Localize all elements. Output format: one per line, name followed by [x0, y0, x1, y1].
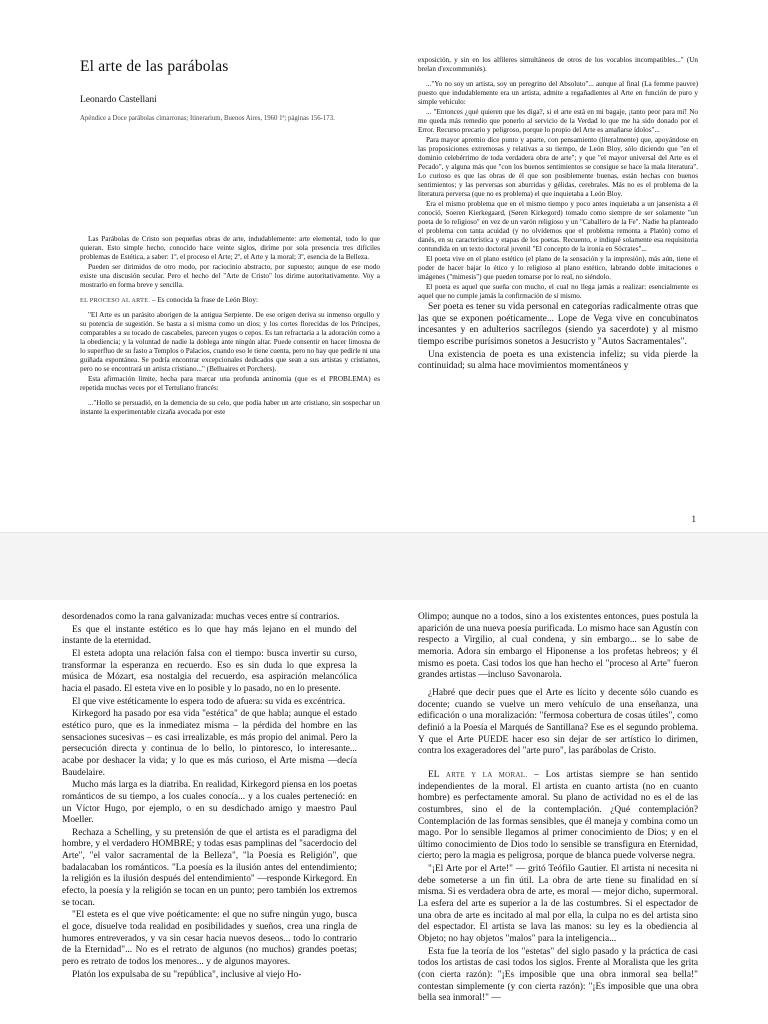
paragraph: "El Arte es un parásito aborigen de la antigua Serpiente. De ese origen deriva su inmenso orgullo y su potencia de sugestión. Se basta a sí misma como un dios; y los cortes florecidas de los Príncipes, comparables a su tocado de cascabeles, parecen yugos o cepos. Es tan refractaria a la adoración como a la obediencia; y la voluntad de nadie la doblega ante ningún altar. Puede consentir en hacer limosna de lo superfluo de su fasto a Templos o Palacios, cuando eso le tiene cuenta, pero no hay que pedirle ni una guiñada espontánea. Se podría encontrar excepcionales dedicados que sean a sus artistas y cristianos, pero no se encontrará un artista cristiano..." (Belluaires et Porchers). — [80, 311, 380, 374]
right-body-text — [418, 612, 698, 1005]
section-label: EL — [428, 769, 440, 780]
right-body-text — [418, 302, 698, 373]
section-paragraph — [418, 770, 698, 863]
page2-right-column — [418, 612, 698, 1024]
paragraph: exposición, y sin en los alfileres simultáneos de otros de los vocablos incompatibles..." (Un brelan d'excommuniés). — [418, 56, 698, 73]
paragraph: Mucho más larga es la diatriba. En realidad, Kirkegord piensa en los poetas románticos de su tiempo, a los cuales conocía... y a los cuales perteneció: en un Víctor Hugo, por ejemplo, o en su desdichado amigo y maestro Paul Moeller. — [62, 780, 357, 826]
paragraph: desordenados como la rana galvanizada: muchas veces entre sí contrarios. — [62, 612, 340, 622]
paragraph: Rechaza a Schelling, y su pretensión de que el artista es el paradigma del hombre, y el verdadero HOMBRE; y todas esas pamplinas del "sacerdocio del Arte", "el valor sacramental de la Belleza", "la Poesía es Religión", que badalacaban los románticos. "La poesía es la ilusión antes del entendimiento; la religión es la ilusión después del entendimiento" —responde Kirkegord. En efecto, la poesía y la religión se tocan en un punto; pero también los extremos se tocan. — [62, 827, 357, 908]
page1-right-column — [418, 56, 698, 476]
author-name: Leonardo Castellani — [80, 95, 157, 105]
paragraph: ¿Habré que decir pues que el Arte es lícito y decente sólo cuando es docente; cuando se vuelve un mero vehículo de una enseñanza, una edificación o una moralización: "fermosa cobertura de cosas útiles", como definió a la Poesía el Marqués de Santillana? Ese es el segundo problema. Y que el Arte PUEDE hacer eso sin dejar de ser artístico lo dirimen, contra los exageradores del "arte puro", las parábolas de Cristo. — [418, 687, 698, 757]
paragraph: Ser poeta es tener su vida personal en categorías radicalmente otras que las que se exponen poéticamente... Lope de Vega vive en concubinatos incesantes y en adulterios sacrílegos (siendo ya sacerdote) y al mismo tiempo escribe purísimos sonetos a Jesucristo y "Autos Sacramentales". — [418, 302, 698, 347]
paragraph: Para mayor apremio dice punto y aparte, con pensamiento (literalmente) que, apoyándose en las proposiciones extremosas y relativas a su tiempo, de León Bloy, sólo diciendo que "en el dominio celebérrimo de toda verdadera obra de arte"; y que "el mayor universal del Arte es el Pecado", y alguna más que "con los buenos sentimientos se consigue se hace la mala literatura". Lo curioso es que las obras de él que son posiblemente buenas, están hechas con buenos sentimientos; y las perversas son aburridas y gélidas, cerebrales. Más no es el problema de la literatura perversa (que no es problema) el que inquietaba a León Bloy. — [418, 136, 698, 198]
section-heading — [80, 296, 380, 305]
paragraph: Pueden ser dirimidos de otro modo, por raciocinio abstracto, por supuesto; aunque de ese modo existe una discusión secular. Pero el hecho del "Arte de Cristo" los dirime autoritativamente. Voy a mostrarlo en forma breve y sencilla. — [80, 263, 380, 290]
paragraph: El poeta es aquel que sueña con mucho, el cual no llega jamás a realizar: esencialmente es aquel que no cumple jamás la confirmación de sí mismo. — [418, 283, 698, 300]
paragraph: "¡El Arte por el Arte!" — gritó Teófilo Gautier. El artista ni necesita ni debe someterse a un fin útil. La obra de arte tiene su finalidad en sí misma. Si es verdadera obra de arte, es moral — mejor dicho, supermoral. La esfera del arte es superior a la de las costumbres. Si el espectador de una obra de arte es incitado al mal por ella, la culpa no es del artista sino del espectador. El artista se lava las manos: su ley es la obediencia al Objeto; no hay objetos "malos" para la inteligencia... — [418, 864, 698, 945]
blank-space — [80, 123, 380, 235]
paragraph: Esta afirmación límite, hecha para marcar una profunda antinomia (que es el PROBLEMA) es repetida muchas veces por el Tertuliano francés: — [80, 375, 380, 393]
paragraph: Es que el instante estético es lo que hay más lejano en el mundo del instante de la eternidad. — [62, 624, 357, 647]
page-separator — [0, 532, 768, 602]
paragraph: Esta fue la teoría de los "estetas" del siglo pasado y la práctica de casi todos los artistas de casi todos los siglos. Frente al Moralista que les grita (con cierta razón): "¡Es imposible que una obra inmoral sea bella!" contestan simplemente (y con cierta razón): "¡Es imposible que una obra bella sea inmoral!" — — [418, 946, 698, 1004]
page2-left-column — [62, 612, 357, 1024]
page-number: 1 — [691, 514, 696, 524]
paragraph: Platón los expulsaba de su "república", inclusive al viejo Ho- — [72, 969, 302, 980]
section-lead: – Es conocida la frase de León Bloy: — [150, 296, 258, 305]
section-small-caps: ARTE Y LA MORAL. — [445, 770, 528, 779]
paragraph: El poeta vive en el plano estético (el plano de la sensación y la impresión), más aún, tiene el poder de hacer bajar lo ético y lo religioso al plano estético, labrando doble imitaciones e imágenes ("mimesis") que pueden tomarse por lo real, no siéndolo. — [418, 255, 698, 281]
section-label: EL PROCESO AL ARTE. — [80, 297, 151, 305]
paragraph: Era el mismo problema que en el mismo tiempo y poco antes inquietaba a un jansenista a él conoció, Soeren Kierkegaard, (Søren Kirkegord) tomado como siempre de ser solamente "un poeta de lo religioso" en vez de un varón religioso y un "Caballero de la Fe". Nadie ha planteado el problema con tanta acuidad (y no olvidemos que el problema remonta a Platón) como el danés, en su característica y etapas de los poetas. Recuento, e indiqué solamente esa requisitoria contundida en un texto doctoral juvenil "El concepto de la ironía en Sócrates"... — [418, 200, 698, 253]
paragraph: Olimpo; aunque no a todos, sino a los existentes entonces, pues postula la aparición de una nueva poesía purificada. Lo mismo hace san Agustín con respecto a Virgilio, al cual condena, y sin embargo... se lo sabe de memoria. Adora sin embargo el Hiponense a los profetas hebreos; y él mismo es poeta. Casi todos los que han hecho el "proceso al Arte" fueron grandes artistas —incluso Savonarola. — [418, 612, 698, 681]
section-text: – Los artistas siempre se han sentido independientes de la moral. El artista en cuanto artista (no en cuanto hombre) es perfectamente amoral. Su plano de actividad no es el de las costumbres, sino el de la contemplación. ¿Qué contemplación? Contemplación de las formas sensibles, que él maneja y combina como un mago. Por lo sensible llegamos al primer conocimiento de Dios; y en el último conocimiento de Dios todo lo sensible se transfigura en Eternidad, cierto; pero la magia es peligrosa, porque de blanca puede volverse negra. — [418, 769, 698, 862]
paragraph: Kirkegord ha pasado por esa vida "estética" de que habla; aunque el estado estético puro, que es la inmediatez misma – la pérdida del hombre en las sensaciones sucesivas – es casi irrealizable, es más propio del animal. Pero la persecución directa y continua de lo bello, lo pintoresco, lo interesante... acabe por deshacer la vida; y lo que es más curioso, el Arte misma —decía Baudelaire. — [62, 709, 357, 778]
page1-left-column — [80, 58, 380, 488]
paragraph: Las Parábolas de Cristo son pequeñas obras de arte, indudablemente: arte elemental, todo lo que quieran. Esto simple hecho, conocido hace veinte siglos, dirime por sola presencia tres difíciles problemas de Estética, a saber: 1º, el proceso el Arte; 2º, el Arte y la moral; 3º, esencia de la Belleza. — [80, 235, 380, 262]
paragraph: ..."Yo no soy un artista, soy un peregrino del Absoluto"... aunque al final (La femme pauvre) puesto que indudablemente era un artista, admite a regañadientes al Arte en función de puro y simple vehículo: — [418, 80, 698, 106]
appendix-note: Apéndice a Doce parábolas cimarronas; Itinerarium, Buenos Aires, 1960 1ª; páginas 156-173. — [80, 115, 335, 122]
paragraph: El que vive estéticamente lo espera todo de afuera: su vida es excéntrica. — [72, 696, 346, 707]
document-title: El arte de las parábolas — [80, 58, 229, 75]
paragraph: ..."Hollo se persuadió, en la demencia de su celo, que podía haber un arte cristiano, sin sospechar un instante la experimentable cizaña avocada por este — [80, 399, 380, 417]
intro-text — [80, 235, 380, 417]
document-page-2 — [0, 600, 768, 1024]
paragraph: ... "Entonces ¿qué quieren que les diga?, si el arte está en mi bagaje, ¡tanto peor para mí! No me queda más remedio que ponerlo al servicio de la Verdad lo que me ha sido donado por el Error. Recurso precario y peligroso, porque lo propio del Arte es amañarse ídolos"... — [418, 108, 698, 134]
right-small-text — [418, 56, 698, 301]
paragraph: Una existencia de poeta es una existencia infeliz; su vida pierde la continuidad; su alma hace movimientos momentáneos y — [418, 349, 698, 372]
paragraph: "El esteta es el que vive poéticamente: el que no sufre ningún yugo, busca el goce, disuelve toda realidad en posibilidades y sueños, crea una ringla de humores entreverados, y va sin cesar hacia nuevos deseos... todo lo contrario de la Eternidad"... No es el retrato de algunos (no muchos) grandes poetas; pero es retrato de todos los menores... y de algunos mayores. — [62, 910, 357, 968]
left-body-text — [62, 612, 357, 981]
paragraph: El esteta adopta una relación falsa con el tiempo: busca invertir su curso, transformar la esperanza en recuerdo. Eso es sin duda lo que expresa la música de Mózart, esa nostalgia del recuerdo, esa aspiración melancólica hacia el pasado. El esteta vive en lo posible y lo pasado, no en lo presente. — [62, 648, 357, 694]
